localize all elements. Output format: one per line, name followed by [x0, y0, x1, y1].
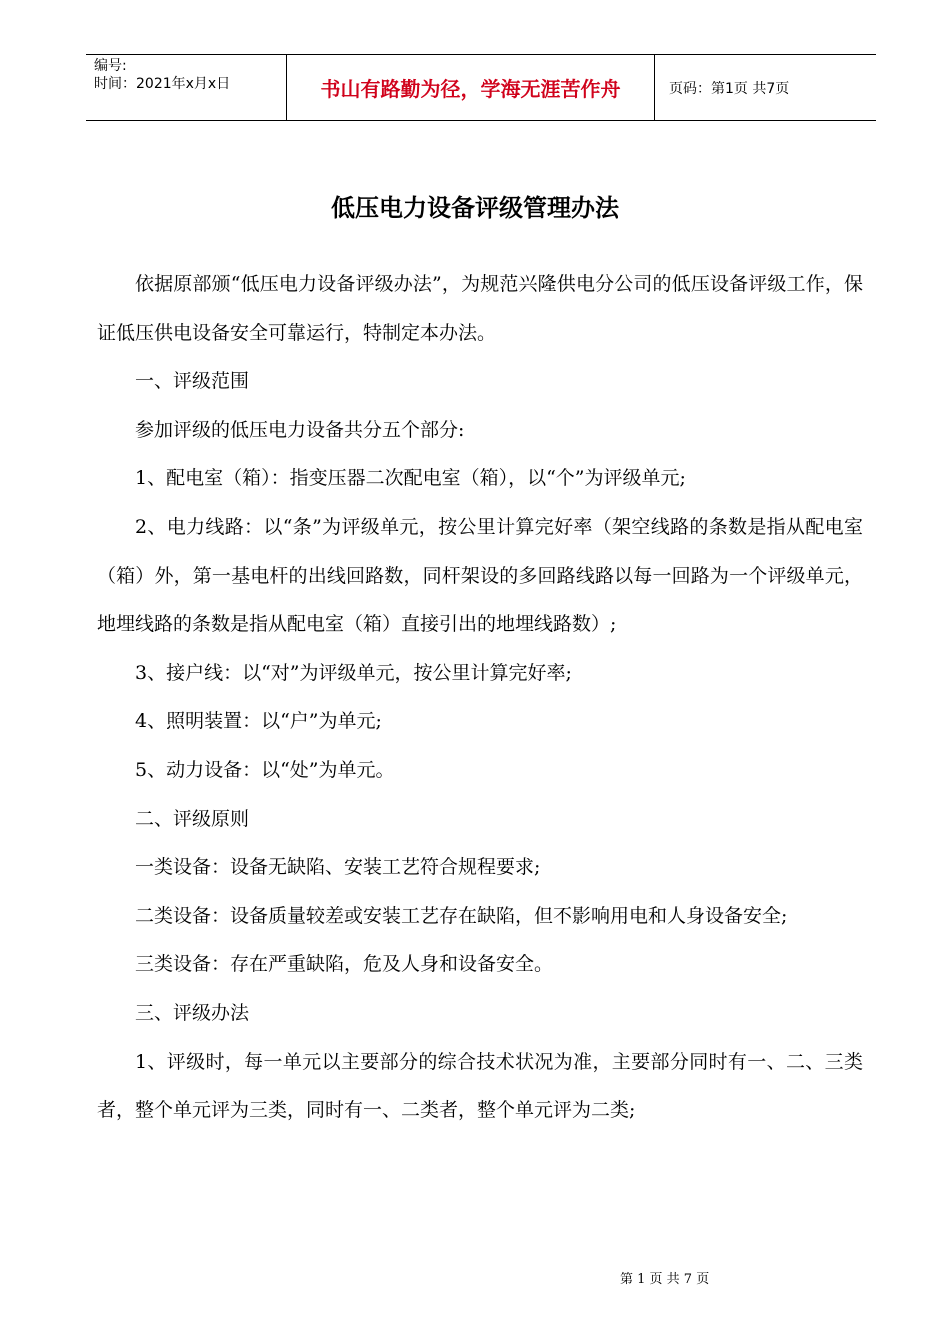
header-page-info: 页码：第1页 共7页 — [669, 80, 790, 97]
paragraph: 参加评级的低压电力设备共分五个部分: — [135, 418, 465, 441]
document-number-label: 编号: — [94, 58, 127, 74]
list-item: 1、配电室（箱）：指变压器二次配电室（箱），以“个”为评级单元; — [135, 467, 686, 490]
list-item: 3、接户线：以“对”为评级单元，按公里计算完好率; — [135, 661, 572, 684]
document-body — [97, 260, 863, 1135]
list-item: 5、动力设备：以“处”为单元。 — [135, 758, 395, 781]
document-time-label: 时间：2021年x月x日 — [94, 76, 231, 92]
header-meta — [94, 57, 286, 93]
page-footer: 第 1 页 共 7 页 — [620, 1272, 710, 1287]
page-header — [86, 54, 876, 121]
header-motto: 书山有路勤为径，学海无涯苦作舟 — [286, 55, 655, 120]
paragraph: 二类设备：设备质量较差或安装工艺存在缺陷，但不影响用电和人身设备安全; — [135, 904, 788, 927]
section-heading: 二、评级原则 — [135, 807, 250, 830]
document-title: 低压电力设备评级管理办法 — [331, 194, 619, 222]
list-item: 2、电力线路：以“条”为评级单元，按公里计算完好率（架空线路的条数是指从配电室（箱）外，第一基电杆的出线回路数，同杆架设的多回路线路以每一回路为一个评级单元，地埋线路的条数是指从配电室（箱）直接引出的地埋线路数）; — [97, 515, 863, 636]
section-heading: 一、评级范围 — [135, 370, 250, 393]
section-heading: 三、评级办法 — [135, 1001, 250, 1024]
list-item: 4、照明装置：以“户”为单元; — [135, 710, 382, 733]
list-item: 1、评级时，每一单元以主要部分的综合技术状况为准，主要部分同时有一、二、三类者，整个单元评为三类，同时有一、二类者，整个单元评为二类; — [97, 1050, 863, 1122]
paragraph: 三类设备：存在严重缺陷，危及人身和设备安全。 — [135, 953, 554, 976]
paragraph: 依据原部颁“低压电力设备评级办法”，为规范兴隆供电分公司的低压设备评级工作，保证低压供电设备安全可靠运行，特制定本办法。 — [97, 273, 863, 344]
paragraph: 一类设备：设备无缺陷、安装工艺符合规程要求; — [135, 856, 541, 879]
